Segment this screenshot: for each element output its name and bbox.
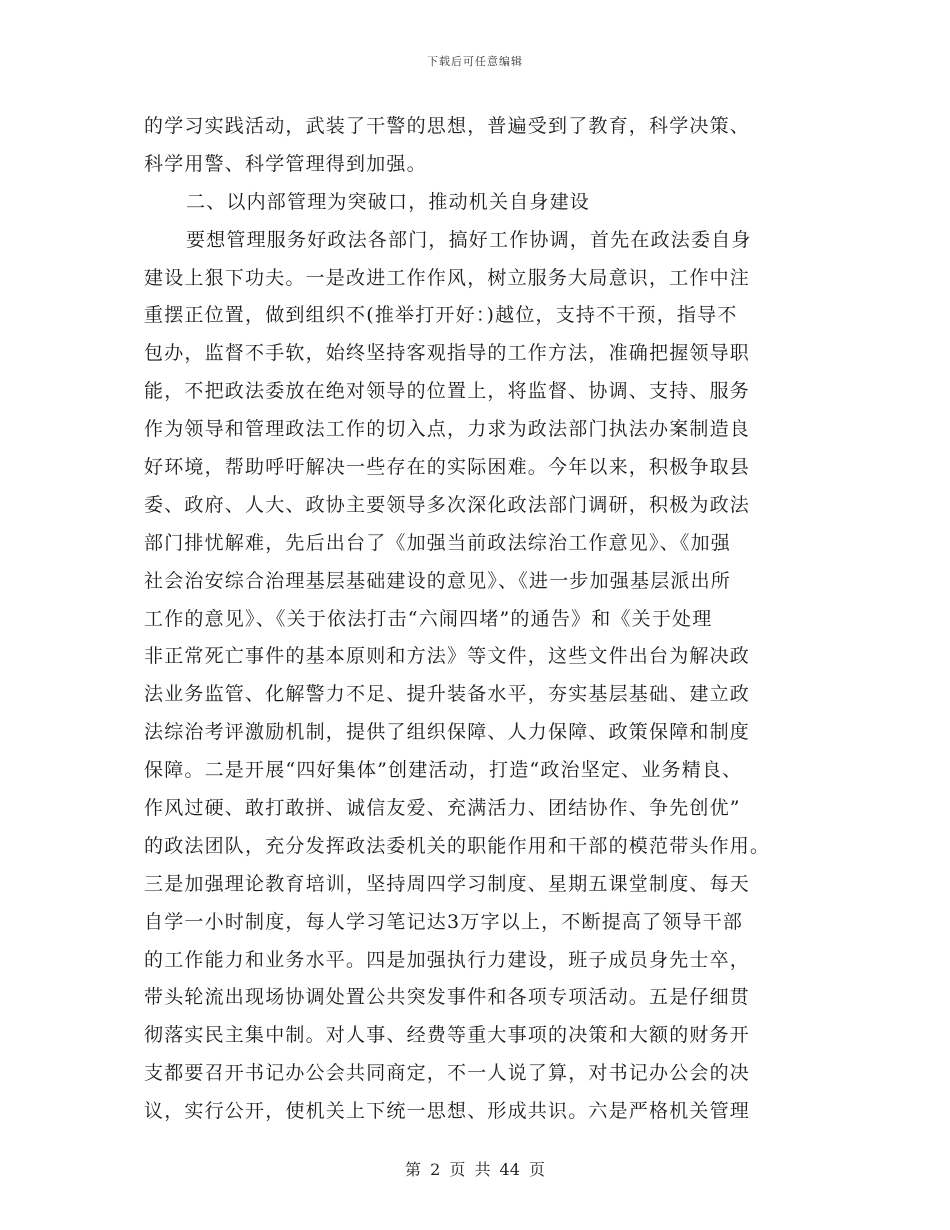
page-number-footer: 第 2 页 共 44 页 [405,1160,545,1179]
text-line: 二、以内部管理为突破口，推动机关自身建设 [186,190,591,213]
text-line: 的学习实践活动，武装了干警的思想，普遍受到了教育，科学决策、 [144,115,751,137]
text-line: 能，不把政法委放在绝对领导的位置上，将监督、协调、支持、服务 [144,380,751,403]
text-line: 部门排忧解难，先后出台了《加强当前政法综治工作意见》、《加强 [144,531,732,554]
text-line: 包办，监督不手软，始终坚持客观指导的工作方法，准确把握领导职 [144,342,751,365]
text-line: 好环境，帮助呼吁解决一些存在的实际困难。今年以来，积极争取县 [144,456,751,479]
text-line: 非正常死亡事件的基本原则和方法》等文件，这些文件出台为解决政 [144,645,751,668]
text-line: 的工作能力和业务水平。四是加强执行力建设，班子成员身先士卒， [144,948,751,971]
text-line: 带头轮流出现场协调处置公共突发事件和各项专项活动。五是仔细贯 [144,986,751,1009]
text-line: 重摆正位置，做到组织不(推举打开好：)越位，支持不干预，指导不 [144,304,738,327]
text-line: 社会治安综合治理基层基础建设的意见》、《进一步加强基层派出所 [144,569,732,592]
text-line: 作风过硬、敢打敢拼、诚信友爱、充满活力、团结协作、争先创优” [144,797,741,820]
text-line: 支都要召开书记办公会共同商定，不一人说了算，对书记办公会的决 [144,1062,751,1085]
text-line: 的政法团队，充分发挥政法委机关的职能作用和干部的模范带头作用。 [144,834,771,857]
text-line: 作为领导和管理政法工作的切入点，力求为政法部门执法办案制造良 [144,418,751,441]
text-line: 彻落实民主集中制。对人事、经费等重大事项的决策和大额的财务开 [144,1024,751,1047]
text-line: 建设上狠下功夫。一是改进工作作风，树立服务大局意识，工作中注 [144,266,751,289]
text-line: 法综治考评激励机制，提供了组织保障、人力保障、政策保障和制度 [144,721,751,744]
text-line: 自学一小时制度，每人学习笔记达3万字以上，不断提高了领导干部 [144,910,744,933]
text-line: 议，实行公开，使机关上下统一思想、形成共识。六是严格机关管理 [144,1100,751,1123]
page-header: 下载后可任意编辑 [427,55,523,68]
text-line: 委、政府、人大、政协主要领导多次深化政法部门调研，积极为政法 [144,493,751,516]
document-body [144,108,814,1131]
text-line: 工作的意见》、《关于依法打击“六闹四堵”的通告》和《关于处理 [144,607,713,630]
text-line: 科学用警、科学管理得到加强。 [144,152,427,175]
text-line: 保障。二是开展“四好集体”创建活动，打造“政治坚定、业务精良、 [144,759,743,782]
text-line: 三是加强理论教育培训，坚持周四学习制度、星期五课堂制度、每天 [144,872,751,895]
text-line: 法业务监管、化解警力不足、提升装备水平，夯实基层基础、建立政 [144,683,751,706]
text-line: 要想管理服务好政法各部门，搞好工作协调，首先在政法委自身 [186,228,752,251]
